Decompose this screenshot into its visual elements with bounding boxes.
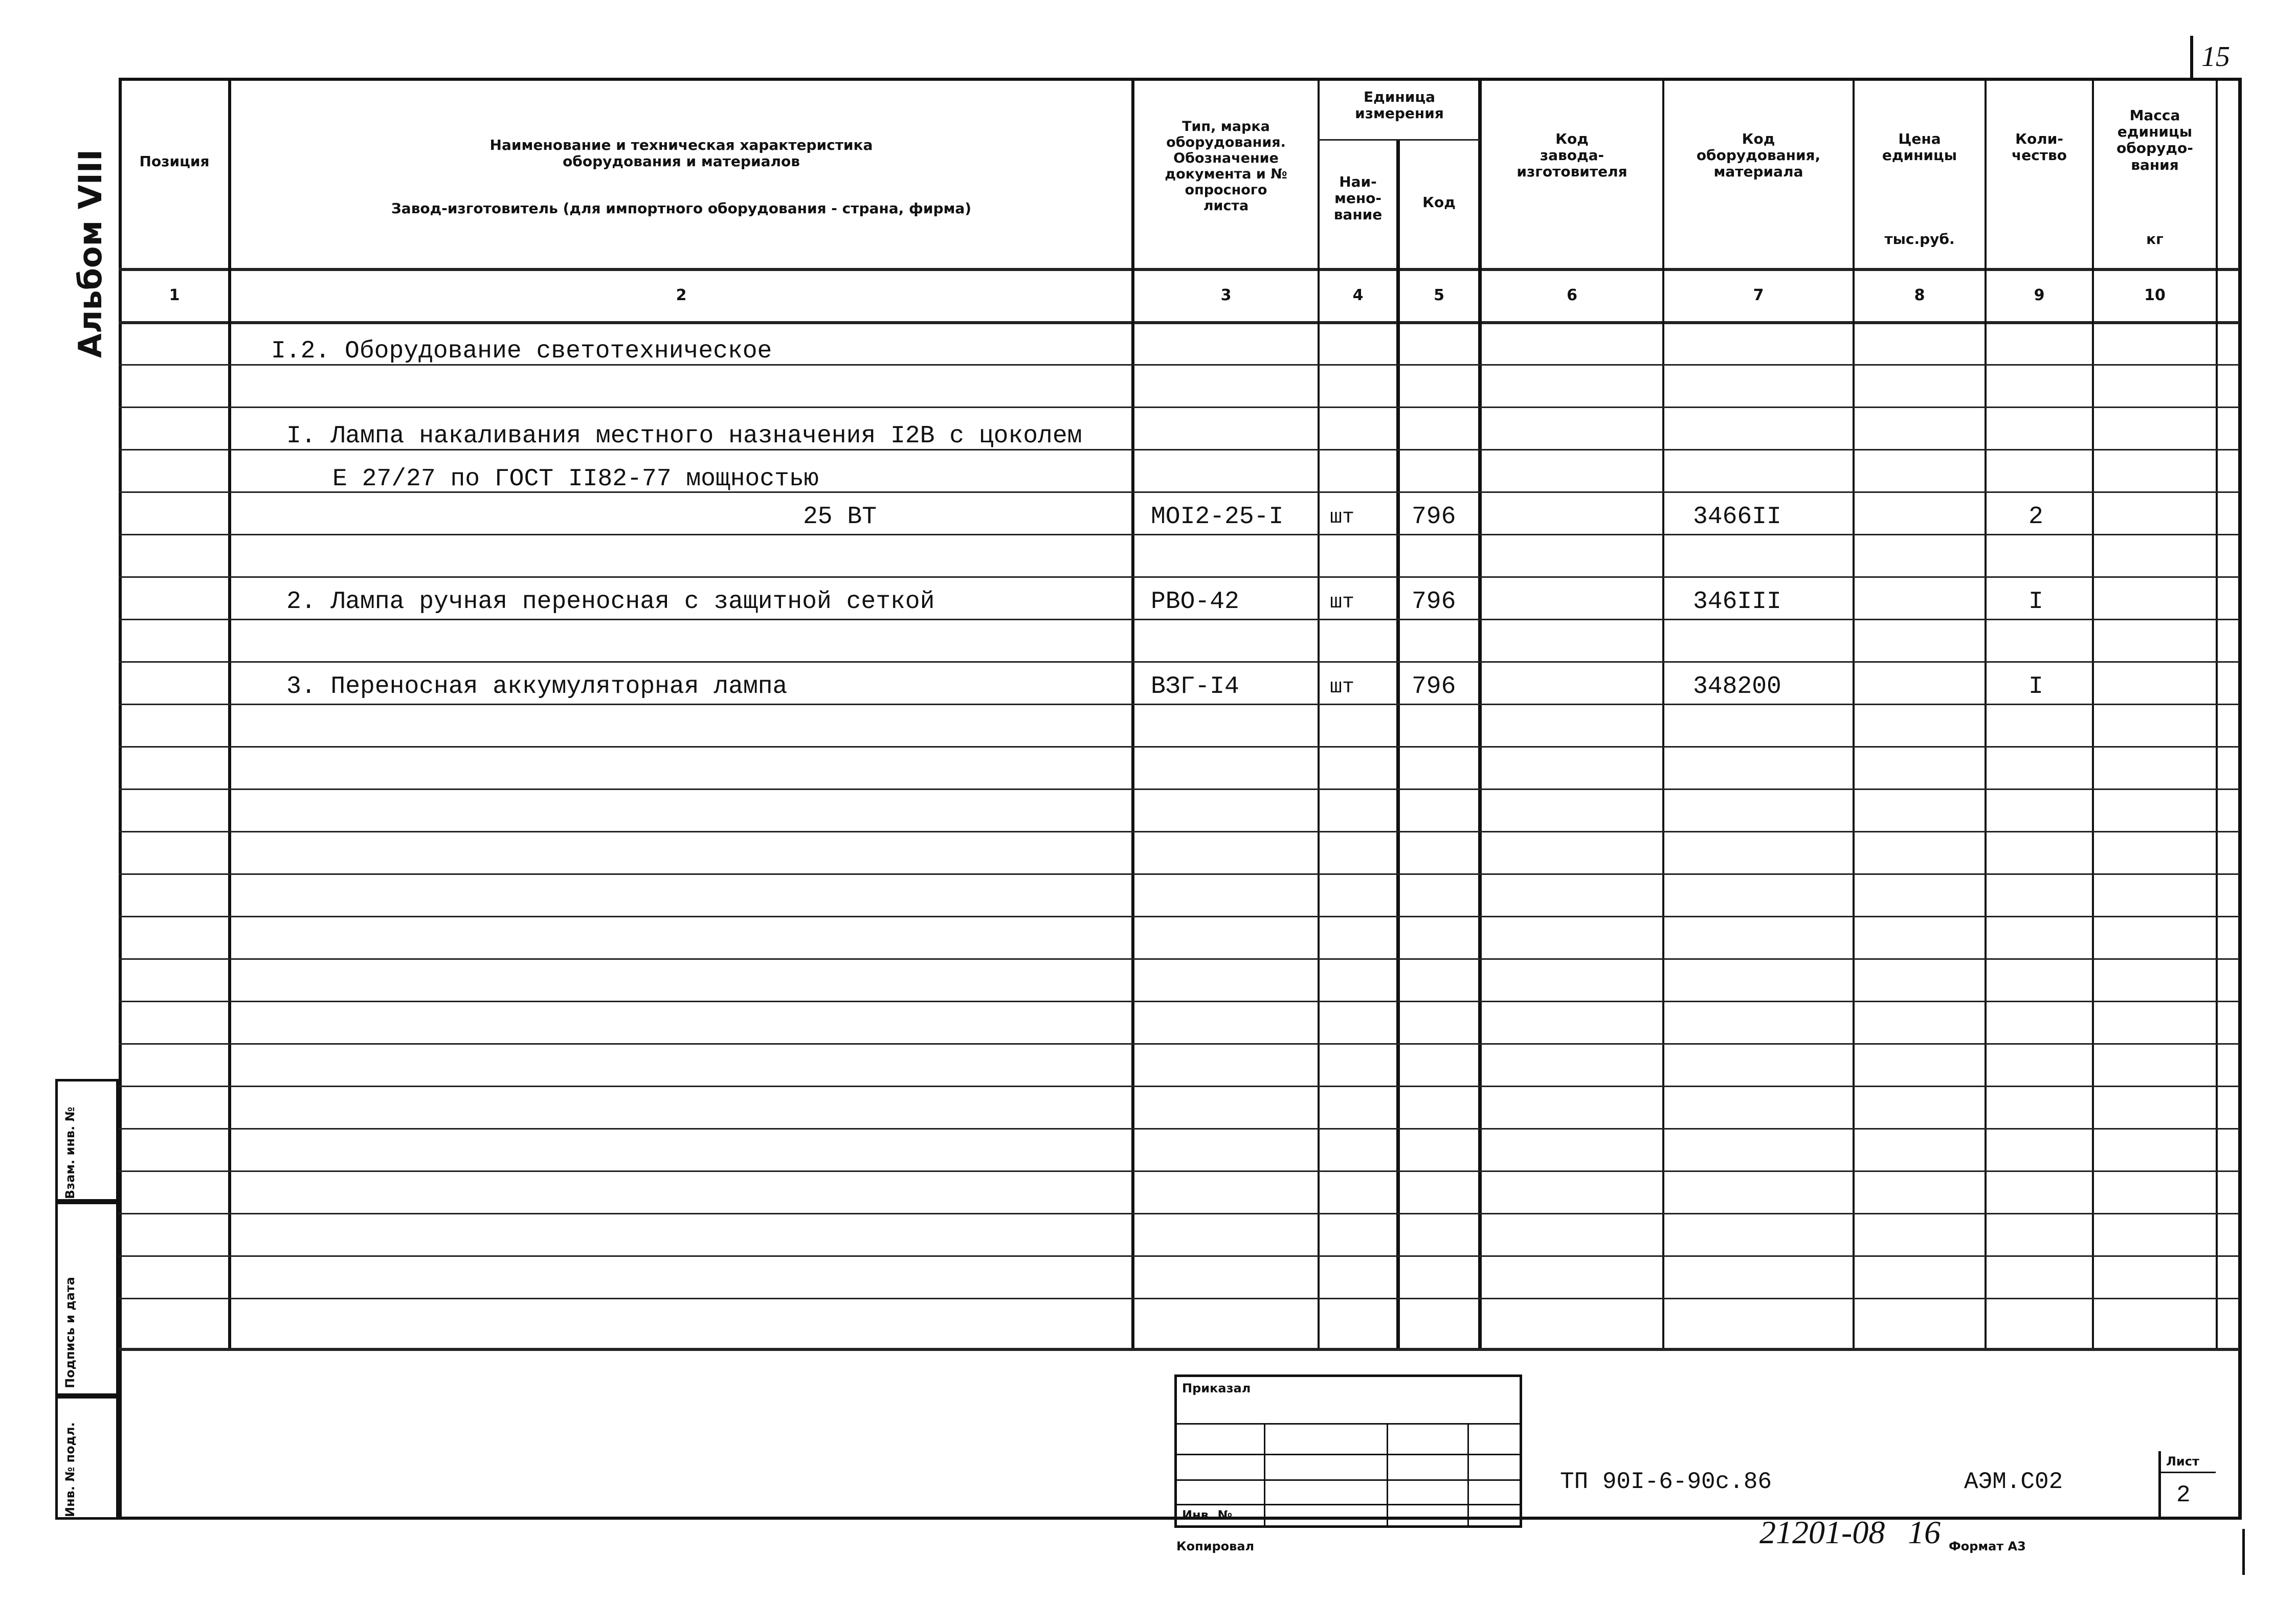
row-line <box>119 704 2241 705</box>
col-divider-6 <box>1662 78 1664 1350</box>
header-unit-group: Единица измерения <box>1355 88 1444 122</box>
row-line <box>119 576 2241 578</box>
header-manufacturer-code: Код заводa- изготовителя <box>1517 130 1628 181</box>
item3-unit: шт <box>1330 676 1355 699</box>
sheet-number-box <box>2158 1451 2216 1520</box>
header-quantity: Коли- чество <box>2012 130 2067 164</box>
row-line <box>119 1128 2241 1130</box>
row-line <box>119 873 2241 875</box>
item3-unit-code: 796 <box>1412 673 1456 701</box>
item2-unit: шт <box>1330 591 1355 614</box>
item1-unit: шт <box>1330 506 1355 529</box>
row-line <box>119 661 2241 663</box>
section-title: I.2. Оборудование светотехническое <box>271 337 772 365</box>
col-divider-7 <box>1853 78 1855 1350</box>
header-equipment-code: Код оборудования, материала <box>1696 130 1821 181</box>
item3-quantity: I <box>2028 673 2043 701</box>
column-number-2: 2 <box>676 286 687 304</box>
header-price-unit: тыс.руб. <box>1884 231 1955 247</box>
column-number-4: 4 <box>1352 286 1364 304</box>
row-line <box>119 916 2241 917</box>
page-number <box>2190 36 2238 81</box>
stamp-line <box>1387 1423 1388 1525</box>
row-line <box>119 1255 2241 1257</box>
stamp-line <box>1264 1423 1265 1525</box>
header-mass: Масса единицы оборудо- вания <box>2116 107 2193 173</box>
column-number-9: 9 <box>2034 286 2045 304</box>
column-number-5: 5 <box>1434 286 1444 304</box>
album-label: Альбом VIII <box>72 149 109 358</box>
header-unit-price: Цена единицы <box>1882 130 1957 164</box>
col-divider-4 <box>1396 139 1400 1350</box>
header-unit-code: Код <box>1422 194 1456 211</box>
row-line <box>119 1001 2241 1002</box>
item2-unit-code: 796 <box>1412 588 1456 616</box>
col-divider-2 <box>1131 78 1134 1350</box>
right-edge-mark <box>2242 1529 2245 1575</box>
inventory-label: Инв. № <box>1182 1508 1233 1522</box>
row-line <box>119 1298 2241 1299</box>
item3-name: 3. Переносная аккумуляторная лампа <box>286 673 788 701</box>
item3-equipment-code: 348200 <box>1693 673 1781 701</box>
signature-date-box <box>55 1202 119 1396</box>
ordered-label: Приказал <box>1182 1381 1251 1395</box>
col-divider-8 <box>1985 78 1987 1350</box>
header-name: Наименование и техническая характеристика оборудования и материалов <box>489 137 873 170</box>
col-divider-3 <box>1318 78 1320 1350</box>
sheet-code: АЭМ.С02 <box>1964 1469 2063 1495</box>
format-label: Формат А3 <box>1949 1539 2026 1553</box>
item2-name: 2. Лампа ручная переносная с защитной сеткой <box>286 588 935 616</box>
header-manufacturer: Завод-изготовитель (для импортного оборудования - страна, фирма) <box>391 200 972 217</box>
item2-equipment-code: 346III <box>1693 588 1781 616</box>
item1-quantity: 2 <box>2028 503 2043 531</box>
col-divider-1 <box>228 78 231 1350</box>
row-line <box>119 534 2241 535</box>
item2-type: РВО-42 <box>1151 588 1239 616</box>
column-number-8: 8 <box>1914 286 1925 304</box>
copied-by-label: Копировал <box>1176 1539 1255 1553</box>
replacement-inventory-label: Взам. инв. № <box>63 1107 77 1199</box>
stamp-line <box>1467 1423 1469 1525</box>
signature-date-label: Подпись и дата <box>63 1277 77 1388</box>
table-bottom-line <box>119 1348 2241 1351</box>
header-divider <box>119 268 2241 271</box>
sheet-divider <box>2161 1472 2216 1473</box>
item1-unit-code: 796 <box>1412 503 1456 531</box>
item3-type: ВЗГ-I4 <box>1151 673 1239 701</box>
document-code: ТП 90I-6-90с.86 <box>1560 1469 1772 1495</box>
item1-name-line2: Е 27/27 по ГОСТ II82-77 мощностью <box>332 465 819 493</box>
archive-number: 21201-08 <box>1759 1514 1885 1550</box>
header-type: Тип, марка оборудования. Обозначение документа и № опросного листа <box>1165 119 1287 214</box>
column-number-10: 10 <box>2144 286 2166 304</box>
unit-group-divider <box>1318 139 1480 141</box>
item1-name-line3: 25 ВТ <box>803 503 877 531</box>
row-line <box>119 619 2241 620</box>
row-line <box>119 831 2241 832</box>
row-line <box>119 407 2241 408</box>
original-inventory-label: Инв. № подл. <box>63 1422 77 1517</box>
row-line <box>119 788 2241 790</box>
original-inventory-box <box>55 1396 119 1520</box>
col-divider-10 <box>2216 78 2218 1350</box>
replacement-inventory-box <box>55 1079 119 1202</box>
column-number-6: 6 <box>1567 286 1577 304</box>
row-line <box>119 746 2241 748</box>
header-unit-name: Наи- мено- вание <box>1333 173 1383 223</box>
row-line <box>119 958 2241 960</box>
column-number-7: 7 <box>1753 286 1764 304</box>
item1-name-line1: I. Лампа накаливания местного назначения I2В с цоколем <box>286 422 1082 450</box>
right-edge-line <box>2239 78 2242 1520</box>
row-line <box>119 1043 2241 1045</box>
approval-stamp-grid <box>1174 1374 1522 1528</box>
column-number-1: 1 <box>169 286 180 304</box>
sheet-label: Лист <box>2166 1454 2199 1469</box>
column-number-3: 3 <box>1220 286 1232 304</box>
header-position: Позиция <box>139 153 210 170</box>
row-line <box>119 1170 2241 1172</box>
archive-page: 16 <box>1908 1514 1941 1550</box>
row-line <box>119 1086 2241 1087</box>
item2-quantity: I <box>2028 588 2043 616</box>
item1-equipment-code: 3466II <box>1693 503 1781 531</box>
sheet-number: 2 <box>2176 1482 2191 1508</box>
column-number-divider <box>119 321 2241 324</box>
page-number-text: 15 <box>2201 41 2230 73</box>
header-mass-unit: кг <box>2146 231 2164 247</box>
col-divider-9 <box>2092 78 2094 1350</box>
item1-type: МОI2-25-I <box>1151 503 1284 531</box>
row-line <box>119 1213 2241 1214</box>
col-divider-5 <box>1478 78 1482 1350</box>
